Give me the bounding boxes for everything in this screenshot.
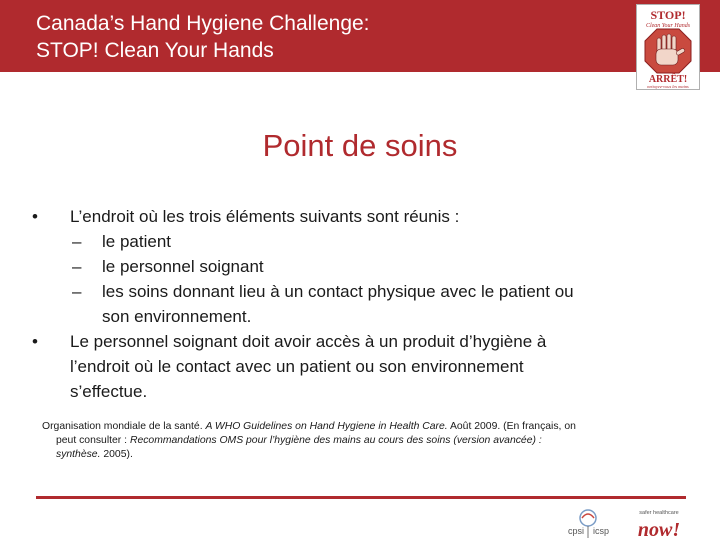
citation-line1	[42, 420, 672, 434]
bullet-marker: •	[32, 207, 38, 226]
stop-hand-sign-icon	[637, 5, 699, 89]
footer-divider	[36, 496, 686, 499]
header-title-line1: Canada’s Hand Hygiene Challenge:	[36, 12, 370, 35]
sub-bullet-item	[28, 279, 698, 329]
citation-line3	[42, 448, 672, 462]
now-small-text: safer healthcare	[639, 510, 679, 516]
cpsi-icsp-logo	[560, 506, 616, 540]
stop-clean-your-hands-logo	[636, 4, 700, 90]
citation-title-italic: synthèse.	[56, 449, 101, 460]
citation-text: Organisation mondiale de la santé.	[42, 421, 206, 432]
sub-bullet-item	[28, 229, 698, 254]
bullet2-line3: s’effectue.	[70, 382, 148, 401]
safer-healthcare-now-logo	[630, 506, 688, 540]
logo-bottom-text: ARRÊT!	[648, 74, 688, 85]
slide-title: Point de soins	[262, 128, 458, 163]
cpsi-icsp-logo-icon	[560, 506, 616, 540]
dash-marker: –	[72, 232, 82, 251]
subitem-text: le personnel soignant	[102, 257, 264, 276]
citation-title-italic: A WHO Guidelines on Hand Hygiene in Health Care.	[205, 421, 448, 432]
bullet-item	[28, 329, 698, 404]
safer-healthcare-now-logo-icon	[630, 506, 688, 540]
sub-bullet-item	[28, 254, 698, 279]
dash-marker: –	[72, 257, 82, 276]
citation-title-italic: Recommandations OMS pour l’hygiène des mains au cours des soins (version avancée) :	[129, 435, 542, 446]
cpsi-text: cpsi	[567, 526, 585, 536]
bullet2-line1: Le personnel soignant doit avoir accès à un produit d’hygiène à	[70, 332, 547, 351]
subitem-text-continuation: son environnement.	[102, 307, 252, 326]
dash-marker: –	[72, 282, 82, 301]
bullet-marker: •	[32, 332, 38, 351]
header-title-line2: STOP! Clean Your Hands	[36, 39, 274, 62]
now-big-text: now!	[637, 519, 681, 540]
bullet-item	[28, 204, 698, 229]
bullet2-line2: l’endroit où le contact avec un patient ou son environnement	[70, 357, 524, 376]
logo-top-text: STOP!	[650, 8, 686, 22]
logo-bottom-script: nettoyez-vous les mains	[647, 84, 689, 89]
bullet-list	[28, 204, 698, 404]
bullet1-text: L’endroit où les trois éléments suivants sont réunis :	[70, 207, 460, 226]
citation-text: 2005).	[100, 449, 133, 460]
logo-script-text: Clean Your Hands	[645, 23, 691, 29]
citation-line2	[42, 434, 672, 448]
citation-text: Août 2009. (En français, on	[447, 421, 576, 432]
subitem-text: les soins donnant lieu à un contact physique avec le patient ou	[102, 282, 574, 301]
citation	[42, 420, 672, 462]
citation-text: peut consulter :	[56, 435, 130, 446]
subitem-text: le patient	[102, 232, 171, 251]
header-title	[36, 10, 596, 64]
icsp-text: icsp	[592, 526, 610, 536]
